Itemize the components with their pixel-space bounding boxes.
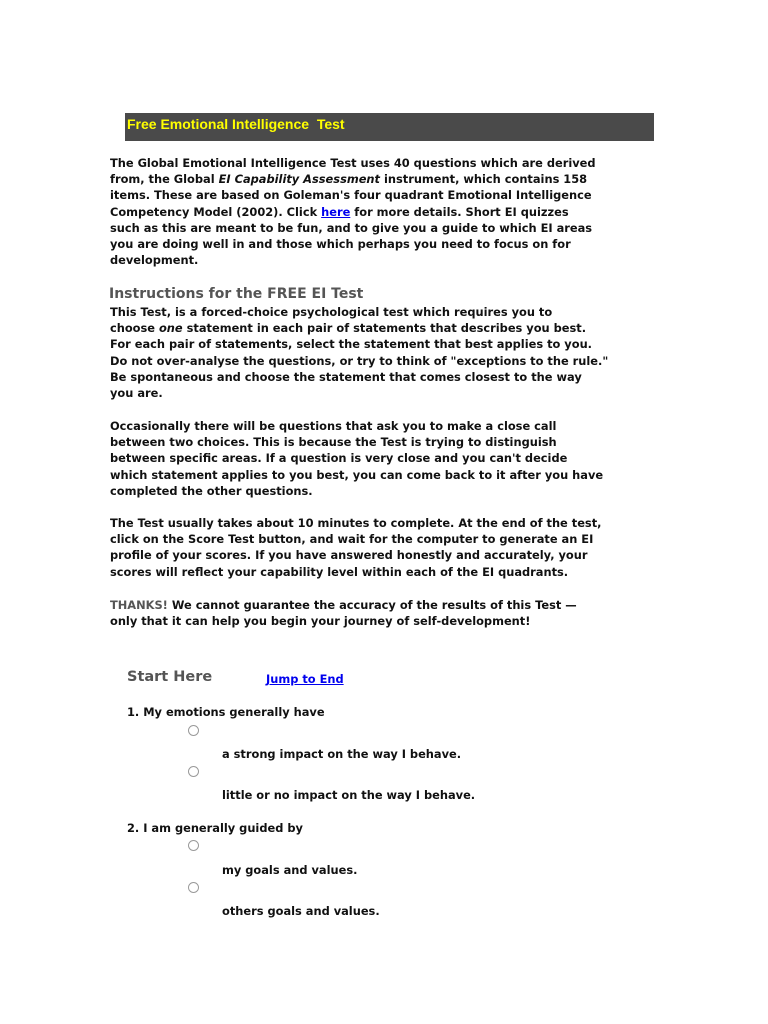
title-bar xyxy=(125,113,654,141)
instructions-line: between two choices. This is because the Test is trying to distinguish xyxy=(110,435,557,450)
instructions-line: Be spontaneous and choose the statement that comes closest to the way xyxy=(110,369,582,384)
instructions-line: completed the other questions. xyxy=(110,483,313,498)
intro-line: development. xyxy=(110,253,199,268)
instructions-paragraph-1 xyxy=(110,304,670,401)
intro-text: from, the Global xyxy=(110,172,219,187)
intro-text: for more details. Short EI quizzes xyxy=(350,204,569,219)
instructions-line: click on the Score Test button, and wait for the computer to generate an EI xyxy=(110,532,594,547)
radio-button[interactable] xyxy=(188,840,199,851)
intro-paragraph xyxy=(110,155,670,268)
question-1-option-2: little or no impact on the way I behave. xyxy=(222,788,476,802)
intro-line: items. These are based on Goleman's four quadrant Emotional Intelligence xyxy=(110,188,592,203)
question-2-text: 2. I am generally guided by xyxy=(127,821,303,835)
instructions-line: For each pair of statements, select the statement that best applies to you. xyxy=(110,337,592,352)
question-1-text: 1. My emotions generally have xyxy=(127,705,325,719)
instructions-text: choose xyxy=(110,321,159,336)
instructions-line: profile of your scores. If you have answered honestly and accurately, your xyxy=(110,548,588,563)
intro-line: you are doing well in and those which perhaps you need to focus on for xyxy=(110,237,571,252)
instructions-line: which statement applies to you best, you can come back to it after you have xyxy=(110,467,604,482)
emphasis-one: one xyxy=(158,321,183,336)
instructions-line: scores will reflect your capability level within each of the EI quadrants. xyxy=(110,564,569,579)
instructions-paragraph-2 xyxy=(110,418,670,499)
thanks-text: We cannot guarantee the accuracy of the results of this Test — xyxy=(167,598,577,612)
instructions-line: Do not over-analyse the questions, or try to think of "exceptions to the rule." xyxy=(110,353,609,368)
instructions-line: The Test usually takes about 10 minutes to complete. At the end of the test, xyxy=(110,516,602,530)
instructions-line: Occasionally there will be questions that ask you to make a close call xyxy=(110,419,557,433)
question-2-option-2: others goals and values. xyxy=(222,904,380,918)
thanks-paragraph xyxy=(110,597,670,629)
thanks-label: THANKS! xyxy=(110,598,168,612)
thanks-line: only that it can help you begin your journey of self-development! xyxy=(110,614,531,629)
intro-line xyxy=(110,171,670,187)
start-here-heading: Start Here xyxy=(127,669,213,685)
page-title: Free Emotional Intelligence Test xyxy=(127,116,345,132)
radio-button[interactable] xyxy=(188,766,199,777)
intro-text: Competency Model (2002). Click xyxy=(110,204,322,219)
intro-text: instrument, which contains 158 xyxy=(380,172,588,187)
instructions-paragraph-3 xyxy=(110,515,670,580)
thanks-line xyxy=(110,597,670,613)
intro-line: The Global Emotional Intelligence Test uses 40 questions which are derived xyxy=(110,156,596,170)
radio-button[interactable] xyxy=(188,725,199,736)
instructions-line xyxy=(110,320,670,336)
jump-to-end-link[interactable]: Jump to End xyxy=(266,672,344,686)
radio-button[interactable] xyxy=(188,882,199,893)
instructions-line: This Test, is a forced-choice psychological test which requires you to xyxy=(110,305,553,319)
here-link[interactable]: here xyxy=(321,204,351,219)
intro-line xyxy=(110,204,670,220)
intro-line: such as this are meant to be fun, and to give you a guide to which EI areas xyxy=(110,220,593,235)
instructions-line: between specific areas. If a question is very close and you can't decide xyxy=(110,451,568,466)
instructions-line: you are. xyxy=(110,386,163,401)
question-2-option-1: my goals and values. xyxy=(222,863,358,877)
question-1-option-1: a strong impact on the way I behave. xyxy=(222,747,462,761)
instrument-name: EI Capability Assessment xyxy=(218,172,380,187)
instructions-text: statement in each pair of statements that describes you best. xyxy=(182,321,587,336)
instructions-heading: Instructions for the FREE EI Test xyxy=(109,286,364,302)
